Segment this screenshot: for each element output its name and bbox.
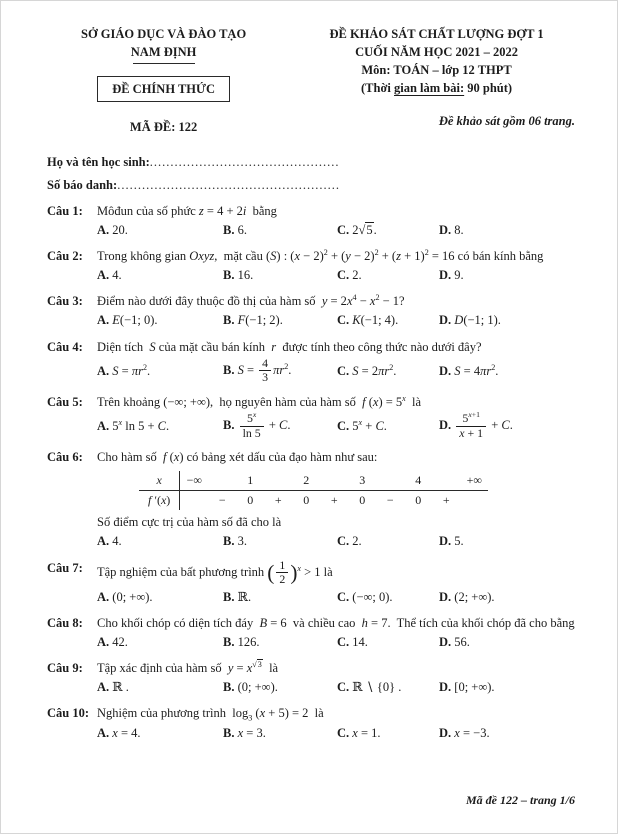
answer-letter: D. — [439, 268, 455, 283]
header-right — [296, 25, 577, 130]
question-number: Câu 4: — [47, 339, 83, 354]
answer-letter: A. — [97, 419, 113, 434]
answer-text: $S = 2\pi r^2$. — [352, 362, 397, 378]
answer-option-b — [223, 221, 337, 239]
answer-option-b — [223, 724, 337, 742]
answer-letter: A. — [97, 725, 113, 740]
question-text: Cho hàm số f (x) có bảng xét dấu của đạo hàm như sau: — [97, 450, 378, 465]
answer-text: 2. — [352, 534, 362, 549]
answer-text: 6. — [237, 222, 247, 237]
answer-text: ℝ. — [237, 589, 252, 604]
exam-title-line1: ĐỀ KHẢO SÁT CHẤT LƯỢNG ĐỢT 1 — [329, 27, 544, 41]
answer-text: 42. — [112, 635, 128, 650]
answer-letter: B. — [223, 418, 238, 433]
student-id-label: Số báo danh: — [47, 177, 118, 192]
answer-text: 2. — [352, 268, 362, 283]
table-cell: 2 — [292, 471, 320, 491]
answer-text: x = 4. — [112, 725, 141, 740]
answer-option-b — [223, 311, 337, 329]
answer-option-b — [223, 588, 337, 606]
answer-letter: C. — [337, 268, 353, 283]
table-cell: +∞ — [460, 471, 488, 491]
question-line — [47, 559, 577, 587]
table-cell: + — [274, 492, 282, 507]
answer-row — [97, 357, 577, 385]
answer-text: $S = \pi r^2$. — [112, 362, 151, 378]
question — [47, 292, 577, 329]
table-cell — [180, 490, 209, 510]
answer-row — [97, 724, 577, 742]
table-cell — [320, 471, 348, 491]
question-text: Cho khối chóp có diện tích đáy B = 6 và chiều cao h = 7. Thể tích của khối chóp đã cho bằng — [97, 615, 575, 630]
answer-letter: A. — [97, 363, 113, 378]
table-cell — [460, 490, 488, 510]
answer-option-c — [337, 362, 439, 380]
answer-option-b — [223, 357, 337, 385]
answer-option-c — [337, 266, 439, 284]
answer-option-d — [439, 311, 577, 329]
table-cell: + — [330, 492, 338, 507]
answer-letter: B. — [223, 589, 238, 604]
answer-letter: A. — [97, 680, 113, 695]
question-text: Trên khoảng (−∞; +∞), họ nguyên hàm của hàm số f $(x) = 5^x$ là — [97, 393, 422, 409]
answer-option-b — [223, 412, 337, 440]
question-line — [47, 292, 577, 310]
header-divider-rule — [133, 63, 195, 64]
answer-option-a — [97, 724, 223, 742]
question-text: Điểm nào dưới đây thuộc đồ thị của hàm số $y = 2x^4 - x^2 - 1$? — [97, 293, 405, 309]
answer-letter: B. — [223, 725, 238, 740]
answer-text: x = −3. — [454, 725, 490, 740]
answer-text: 9. — [454, 268, 464, 283]
answer-letter: D. — [439, 418, 455, 433]
answer-row — [97, 311, 577, 329]
answer-text: $\frac{5^x}{\ln 5}$ + C. — [238, 418, 291, 432]
department-name-line1: SỞ GIÁO DỤC VÀ ĐÀO TẠO — [81, 27, 247, 41]
answer-option-d — [439, 266, 577, 284]
question — [47, 247, 577, 284]
answer-letter: D. — [439, 725, 455, 740]
question-text: Trong không gian Oxyz, mặt cầu (S) : $(x - 2)^2 + (y - 2)^2 + (z + 1)^2 = 16$ có bán kính bằng — [97, 247, 544, 263]
answer-letter: C. — [337, 419, 353, 434]
answer-letter: D. — [439, 363, 455, 378]
answer-option-a — [97, 588, 223, 606]
question-line — [47, 704, 577, 722]
table-cell: 1 — [236, 471, 264, 491]
table-cell — [264, 471, 292, 491]
answer-letter: B. — [223, 313, 238, 328]
answer-row — [97, 588, 577, 606]
answer-letter: A. — [97, 635, 113, 650]
table-cell — [208, 471, 236, 491]
question — [47, 448, 577, 550]
question — [47, 338, 577, 385]
answer-row — [97, 633, 577, 651]
page-footer: Mã đề 122 – trang 1/6 — [465, 792, 575, 807]
answer-letter: D. — [439, 589, 455, 604]
answer-option-b — [223, 678, 337, 696]
student-id-blank: ...................................................... — [117, 177, 340, 192]
answer-option-d — [439, 724, 577, 742]
answer-letter: A. — [97, 222, 113, 237]
answer-letter: D. — [439, 313, 455, 328]
answer-text: ℝ . — [112, 680, 129, 695]
answer-text: D(−1; 1). — [454, 313, 501, 328]
question-number: Câu 8: — [47, 615, 83, 630]
questions — [47, 202, 577, 742]
answer-letter: A. — [97, 534, 113, 549]
table-cell: 3 — [348, 471, 376, 491]
department-name-line2: NAM ĐỊNH — [130, 45, 197, 60]
answer-row — [97, 412, 577, 440]
answer-text: 3. — [237, 534, 247, 549]
answer-text: 5. — [454, 534, 464, 549]
answer-option-d — [439, 678, 577, 696]
answer-text: 56. — [454, 635, 470, 650]
duration-line: (Thời gian làm bài: 90 phút) — [361, 81, 513, 96]
answer-option-a — [97, 633, 223, 651]
answer-option-a — [97, 221, 223, 239]
answer-text: 126. — [237, 635, 260, 650]
answer-letter: C. — [337, 589, 353, 604]
answer-text: (2; +∞). — [454, 589, 495, 604]
answer-option-c — [337, 221, 439, 239]
answer-row — [97, 678, 577, 696]
question-number: Câu 2: — [47, 249, 83, 263]
table-row-header: x — [139, 471, 180, 491]
question-text: Diện tích S của mặt cầu bán kính r được tính theo công thức nào dưới đây? — [97, 339, 482, 354]
page-count-note: Đề khảo sát gồm 06 trang. — [438, 113, 575, 128]
question-line — [47, 614, 577, 632]
answer-text: (0; +∞). — [237, 680, 278, 695]
answer-letter: B. — [223, 362, 238, 377]
answer-text: F(−1; 2). — [237, 313, 283, 328]
answer-text: 20. — [112, 222, 128, 237]
answer-option-d — [439, 588, 577, 606]
table-row-header: f ′(x) — [139, 490, 180, 510]
question — [47, 393, 577, 440]
student-name-blank: .............................................. — [149, 154, 340, 169]
answer-text: x = 3. — [237, 725, 266, 740]
table-cell: 4 — [404, 471, 432, 491]
answer-letter: C. — [337, 680, 353, 695]
answer-option-a — [97, 678, 223, 696]
answer-text: 14. — [352, 635, 368, 650]
answer-option-a — [97, 362, 223, 380]
answer-letter: A. — [97, 589, 113, 604]
answer-letter: B. — [223, 534, 238, 549]
table-cell: − — [386, 492, 394, 507]
question-line — [47, 202, 577, 220]
answer-text: 4. — [112, 534, 122, 549]
answer-text: x = 1. — [352, 725, 381, 740]
header — [47, 25, 577, 137]
answer-letter: B. — [223, 680, 238, 695]
answer-letter: C. — [337, 725, 353, 740]
answer-row — [97, 266, 577, 284]
answer-text: 5$^x$ ln 5 + C. — [112, 418, 170, 434]
question — [47, 659, 577, 696]
answer-letter: D. — [439, 635, 455, 650]
answer-option-c — [337, 417, 439, 435]
answer-text: 4. — [112, 268, 122, 283]
answer-row — [97, 532, 577, 550]
answer-option-c — [337, 532, 439, 550]
answer-letter: D. — [439, 680, 455, 695]
answer-letter: A. — [97, 313, 113, 328]
answer-letter: B. — [223, 635, 238, 650]
table-cell: 0 — [303, 492, 310, 507]
answer-letter: D. — [439, 534, 455, 549]
exam-title-line2: CUỐI NĂM HỌC 2021 – 2022 — [355, 45, 518, 60]
subject-line: Môn: TOÁN – lớp 12 THPT — [361, 63, 512, 78]
question-line — [47, 659, 577, 677]
answer-letter: D. — [439, 222, 455, 237]
question-text: Tập nghiệm của bất phương trình ( $\frac{1}{2}$ )$^x$ > 1 là — [97, 557, 333, 587]
answer-text: E(−1; 0). — [112, 313, 158, 328]
answer-letter: C. — [337, 534, 353, 549]
question — [47, 614, 577, 651]
answer-text: $S = 4\pi r^2$. — [454, 362, 499, 378]
answer-option-a — [97, 266, 223, 284]
answer-option-d — [439, 362, 577, 380]
answer-letter: B. — [223, 222, 238, 237]
answer-option-b — [223, 266, 337, 284]
question-line — [47, 393, 577, 411]
question-text: Nghiệm của phương trình $\log_3 (x + 5) = 2$ là — [97, 706, 324, 723]
answer-option-d — [439, 532, 577, 550]
table-cell: 0 — [415, 492, 422, 507]
answer-option-c — [337, 678, 439, 696]
answer-text: 2√5. — [352, 222, 377, 237]
answer-option-c — [337, 633, 439, 651]
answer-letter: C. — [337, 363, 353, 378]
answer-text: (0; +∞). — [112, 589, 153, 604]
question-number: Câu 6: — [47, 450, 83, 465]
answer-letter: C. — [337, 313, 353, 328]
header-left — [47, 25, 280, 137]
answer-text: 8. — [454, 222, 464, 237]
table-cell — [432, 471, 460, 491]
answer-text: 16. — [237, 268, 254, 283]
answer-text: S = $\frac{4}{3}$ $\pi r^2$. — [237, 355, 292, 385]
student-name-line — [47, 153, 577, 171]
answer-option-a — [97, 532, 223, 550]
answer-letter: B. — [223, 268, 238, 283]
question-line — [47, 338, 577, 356]
table-cell: − — [218, 492, 226, 507]
question — [47, 559, 577, 606]
table-cell: + — [442, 492, 450, 507]
answer-option-d — [439, 412, 577, 440]
answer-option-c — [337, 588, 439, 606]
question-number: Câu 3: — [47, 294, 83, 309]
answer-letter: C. — [337, 635, 353, 650]
answer-text: $\frac{5^{x+1}}{x + 1}$ + C. — [454, 418, 513, 432]
answer-text: [0; +∞). — [454, 680, 495, 695]
table-cell — [376, 471, 404, 491]
answer-letter: C. — [337, 222, 353, 237]
student-id-line — [47, 176, 577, 194]
student-name-label: Họ và tên học sinh: — [47, 154, 150, 169]
question-extra — [47, 471, 577, 532]
answer-text: ℝ ∖ {0} . — [352, 680, 402, 695]
answer-option-b — [223, 633, 337, 651]
question-text: Môđun của số phức z = 4 + 2i bằng — [97, 203, 277, 218]
question-number: Câu 5: — [47, 394, 83, 409]
question-text: Tập xác định của hàm số $y = x^{√3}$ là — [97, 660, 279, 676]
question-number: Câu 10: — [47, 706, 90, 721]
answer-option-a — [97, 311, 223, 329]
question — [47, 202, 577, 239]
derivative-sign-table — [139, 471, 488, 511]
answer-option-d — [439, 633, 577, 651]
answer-letter: A. — [97, 268, 113, 283]
table-cell: −∞ — [180, 471, 209, 491]
question-number: Câu 7: — [47, 560, 83, 575]
question-line — [47, 448, 577, 466]
answer-option-c — [337, 311, 439, 329]
answer-option-c — [337, 724, 439, 742]
answer-option-a — [97, 417, 223, 435]
question — [47, 704, 577, 741]
table-cell: 0 — [359, 492, 366, 507]
question-text-continued: Số điểm cực trị của hàm số đã cho là — [97, 515, 282, 530]
student-info — [47, 153, 577, 194]
table-cell: 0 — [247, 492, 254, 507]
answer-text: $5^x + C$. — [352, 418, 387, 434]
answer-option-d — [439, 221, 577, 239]
answer-text: (−∞; 0). — [352, 589, 393, 604]
answer-text: K(−1; 4). — [352, 313, 399, 328]
official-exam-box: ĐỀ CHÍNH THỨC — [97, 76, 230, 102]
answer-row — [97, 221, 577, 239]
answer-option-b — [223, 532, 337, 550]
exam-code: MÃ ĐỀ: 122 — [129, 120, 198, 135]
question-number: Câu 9: — [47, 661, 83, 676]
question-number: Câu 1: — [47, 203, 83, 218]
question-line — [47, 247, 577, 265]
